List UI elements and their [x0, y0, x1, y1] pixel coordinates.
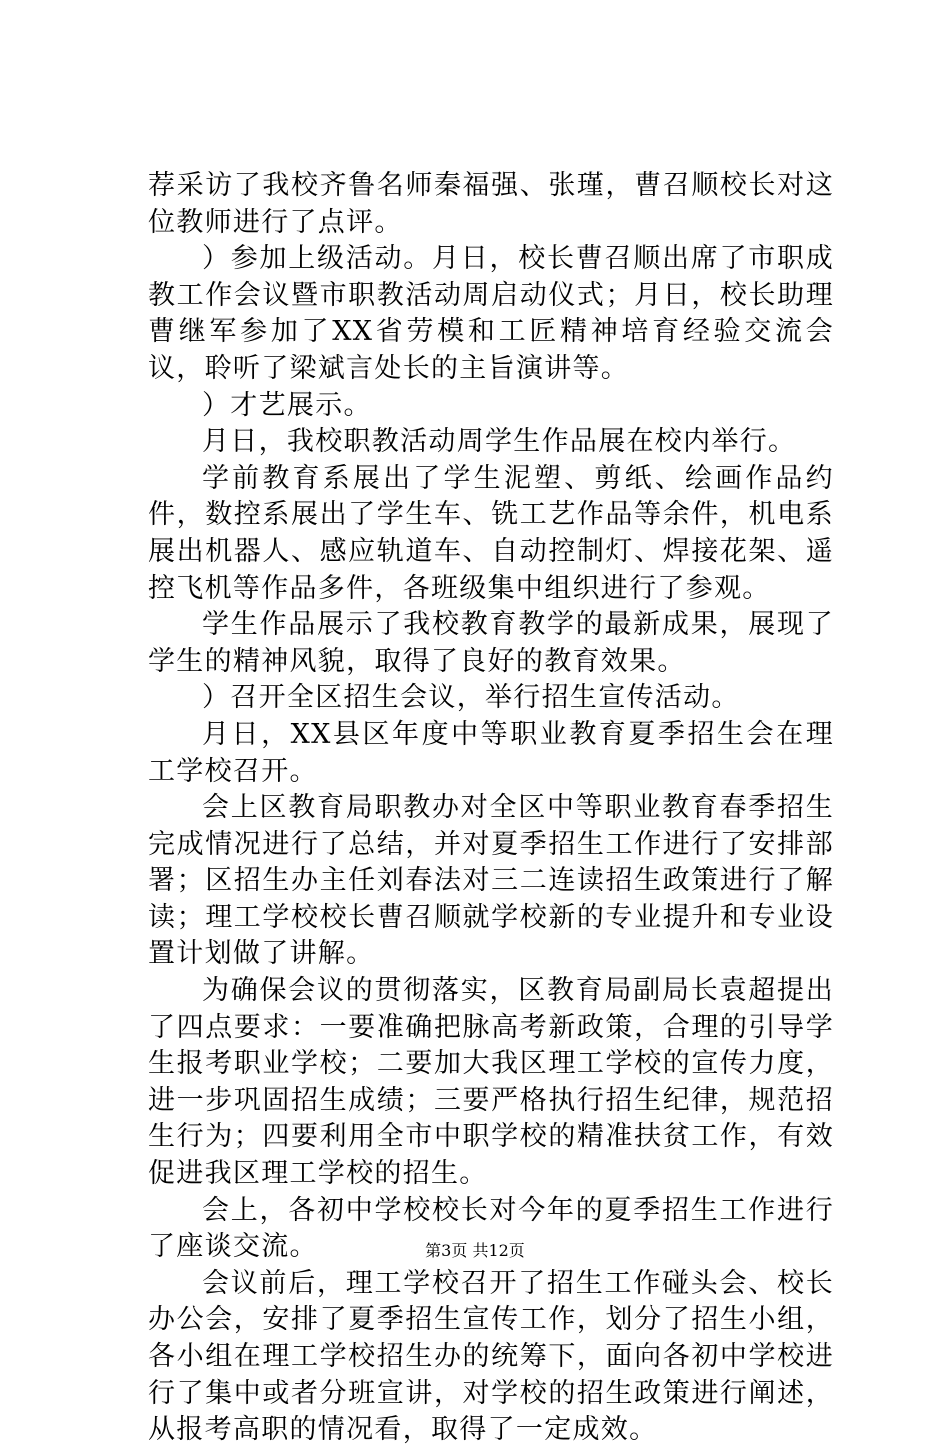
paragraph-10: 为确保会议的贯彻落实，区教育局副局长袁超提出了四点要求：一要准确把脉高考新政策，合理的引导学生报考职业学校；二要加大我区理工学校的宣传力度，进一步巩固招生成绩；三要严格执行招生纪律，规范招生行为；四要利用全市中职学校的精准扶贫工作，有效促进我区理工学校的招生。	[148, 975, 834, 1190]
paragraph-1: 荐采访了我校齐鲁名师秦福强、张瑾，曹召顺校长对这位教师进行了点评。	[148, 170, 834, 238]
page-number-label: 第3页 共12页	[425, 1241, 525, 1260]
page-footer	[0, 1241, 950, 1261]
paragraph-9: 会上区教育局职教办对全区中等职业教育春季招生完成情况进行了总结，并对夏季招生工作进行了安排部署；区招生办主任刘春法对三二连读招生政策进行了解读；理工学校校长曹召顺就学校新的专业提升和专业设置计划做了讲解。	[148, 792, 834, 970]
paragraph-8: 月日，XX县区年度中等职业教育夏季招生会在理工学校召开。	[148, 718, 834, 787]
paragraph-5: 学前教育系展出了学生泥塑、剪纸、绘画作品约件，数控系展出了学生车、铣工艺作品等余件，机电系展出机器人、感应轨道车、自动控制灯、焊接花架、遥控飞机等作品多件，各班级集中组织进行了参观。	[148, 462, 834, 604]
paragraph-11: 会上，各初中学校校长对今年的夏季招生工作进行了座谈交流。	[148, 1194, 834, 1263]
paragraph-7: ）召开全区招生会议，举行招生宣传活动。	[202, 682, 740, 714]
paragraph-3: ）才艺展示。	[202, 389, 372, 421]
paragraph-12: 会议前后，理工学校召开了招生工作碰头会、校长办公会，安排了夏季招生宣传工作，划分了招生小组，各小组在理工学校招生办的统筹下，面向各初中学校进行了集中或者分班宣讲，对学校的招生政策进行阐述，从报考高职的情况看，取得了一定成效。	[148, 1267, 834, 1446]
paragraph-6: 学生作品展示了我校教育教学的最新成果，展现了学生的精神风貌，取得了良好的教育效果。	[148, 609, 834, 677]
paragraph-2: ）参加上级活动。月日，校长曹召顺出席了市职成教工作会议暨市职教活动周启动仪式；月日，校长助理曹继军参加了XX省劳模和工匠精神培育经验交流会议，聆听了梁斌言处长的主旨演讲等。	[148, 243, 834, 384]
paragraph-4: 月日，我校职教活动周学生作品展在校内举行。	[202, 426, 797, 458]
